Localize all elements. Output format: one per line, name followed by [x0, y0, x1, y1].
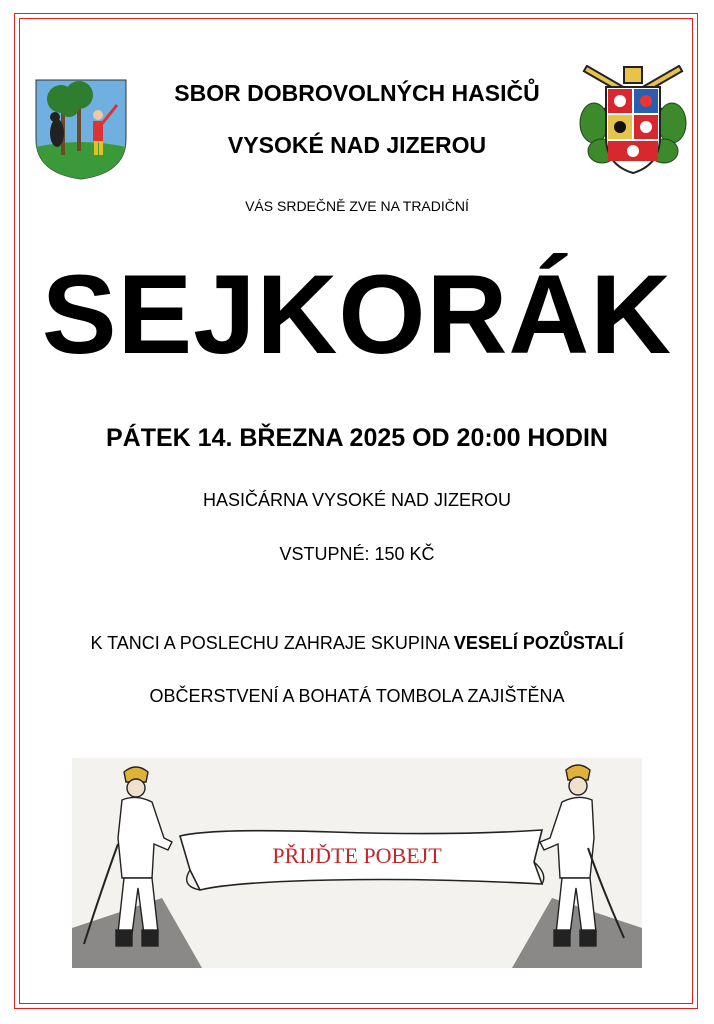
banner-text: PŘIJĎTE POBEJT [272, 843, 442, 868]
event-datetime: PÁTEK 14. BŘEZNA 2025 OD 20:00 HODIN [105, 424, 608, 452]
band-name: VESELÍ POZŮSTALÍ [453, 633, 624, 653]
music-prefix: K TANCI A POSLECHU ZAHRAJE SKUPINA [90, 633, 454, 653]
firefighters-banner-illustration [72, 758, 642, 968]
event-title: SEJKORÁK [41, 252, 673, 377]
invitation-line: VÁS SRDEČNĚ ZVE NA TRADIČNÍ [245, 198, 469, 214]
entry-fee: VSTUPNÉ: 150 KČ [279, 544, 435, 564]
refreshments-line: OBČERSTVENÍ A BOHATÁ TOMBOLA ZAJIŠTĚNA [149, 686, 565, 706]
organizer-location: VYSOKÉ NAD JIZEROU [227, 132, 487, 158]
music-line [0, 633, 714, 654]
organizer-name: SBOR DOBROVOLNÝCH HASIČŮ [174, 80, 540, 106]
event-venue: HASIČÁRNA VYSOKÉ NAD JIZEROU [202, 490, 512, 510]
